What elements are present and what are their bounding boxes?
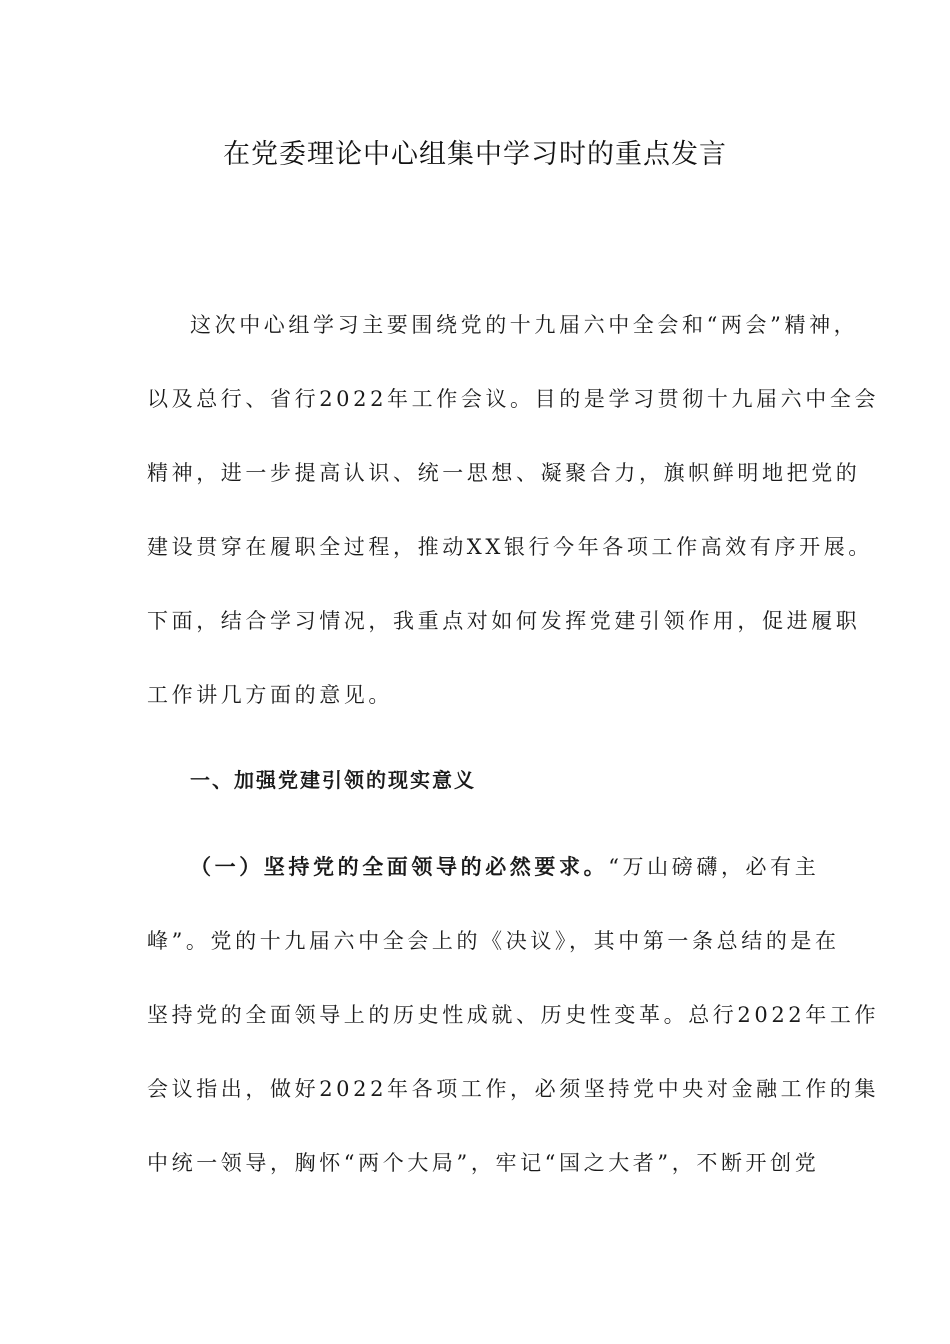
intro-line-2: 以及总行、省行2022年工作会议。目的是学习贯彻十九届六中全会 bbox=[147, 387, 880, 411]
subsection-quote-start: “万山磅礴，必有主 bbox=[608, 855, 820, 879]
intro-line-1: 这次中心组学习主要围绕党的十九届六中全会和“两会”精神， bbox=[190, 313, 859, 337]
subsection-line-4: 会议指出，做好2022年各项工作，必须坚持党中央对金融工作的集 bbox=[147, 1077, 880, 1101]
subsection-line-3: 坚持党的全面领导上的历史性成就、历史性变革。总行2022年工作 bbox=[147, 1003, 880, 1027]
intro-line-3: 精神，进一步提高认识、统一思想、凝聚合力，旗帜鲜明地把党的 bbox=[147, 461, 861, 485]
subsection-heading: （一）坚持党的全面领导的必然要求。 bbox=[190, 854, 609, 879]
subsection-line-2: 峰”。党的十九届六中全会上的《决议》，其中第一条总结的是在 bbox=[147, 929, 840, 953]
intro-line-5: 下面，结合学习情况，我重点对如何发挥党建引领作用，促进履职 bbox=[147, 609, 861, 633]
intro-line-4: 建设贯穿在履职全过程，推动XX银行今年各项工作高效有序开展。 bbox=[147, 535, 873, 559]
intro-line-6: 工作讲几方面的意见。 bbox=[147, 683, 393, 707]
subsection-line-5: 中统一领导，胸怀“两个大局”，牢记“国之大者”，不断开创党 bbox=[147, 1151, 820, 1175]
document-title: 在党委理论中心组集中学习时的重点发言 bbox=[223, 139, 727, 170]
section-heading: 一、加强党建引领的现实意义 bbox=[190, 768, 476, 792]
subsection-first-line bbox=[190, 852, 820, 882]
